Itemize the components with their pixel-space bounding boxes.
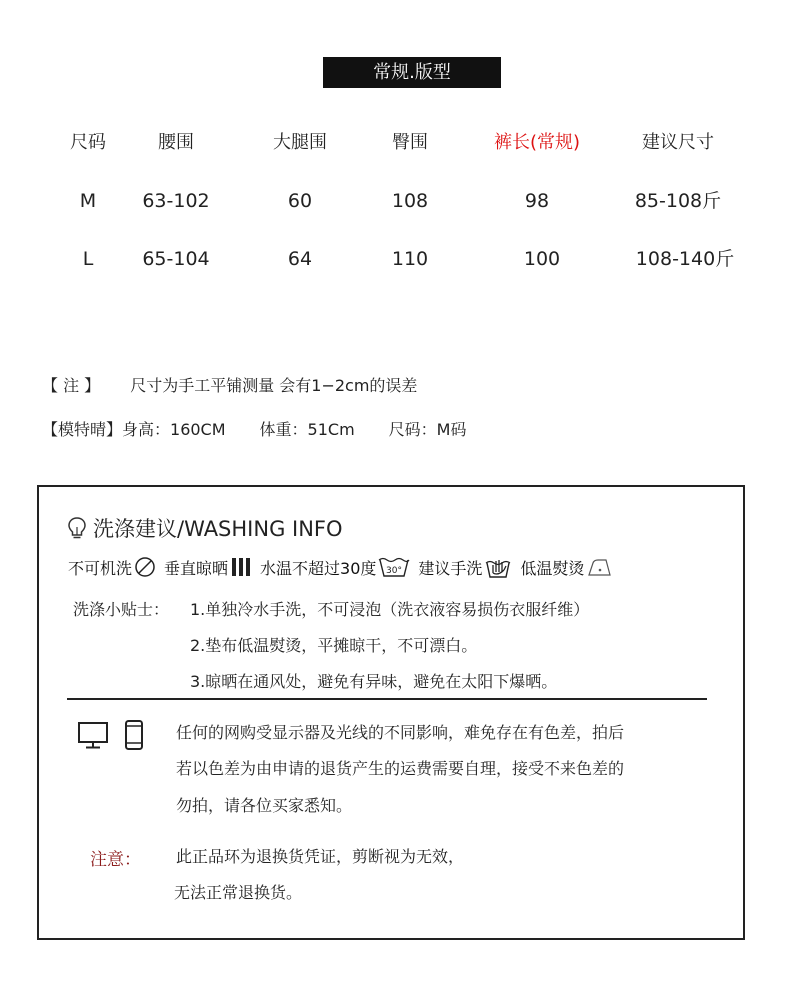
wash-temp-text: 30° <box>386 566 403 576</box>
model-size: 尺码：M码 <box>388 420 467 439</box>
washing-title-text: 洗涤建议/WASHING INFO <box>93 517 343 541</box>
lightbulb-icon <box>67 516 87 540</box>
monitor-icon <box>77 720 109 750</box>
tip-item: 3.晾晒在通风处，避免有异味，避免在太阳下爆晒。 <box>190 672 558 691</box>
measurement-note <box>42 373 417 396</box>
care-label-drip-dry: 垂直晾晒 <box>164 558 229 578</box>
model-weight: 体重：51Cm <box>259 420 355 439</box>
phone-icon <box>123 719 145 751</box>
notice-label: 注意： <box>90 850 141 870</box>
table-cell: 60 <box>287 190 313 212</box>
note-label: 【 注 】 <box>42 376 101 395</box>
disclaimer-line: 若以色差为由申请的退货产生的运费需要自理，接受不来色差的 <box>176 759 625 778</box>
tips-label: 洗涤小贴士： <box>73 600 170 619</box>
tip-item: 1.单独冷水手洗，不可浸泡（洗衣液容易损伤衣服纤维） <box>190 600 590 619</box>
care-label-hand-wash: 建议手洗 <box>418 558 483 578</box>
table-header-cell-highlight: 裤长(常规) <box>493 132 581 153</box>
note-text: 尺寸为手工平铺测量 会有1−2cm的误差 <box>130 376 418 395</box>
table-header-cell: 腰围 <box>158 132 194 153</box>
table-cell: 108-140斤 <box>635 248 735 270</box>
washing-title <box>67 513 343 543</box>
table-cell: M <box>79 190 97 212</box>
table-cell: L <box>82 248 94 270</box>
disclaimer-line: 勿拍，请各位买家悉知。 <box>176 796 353 815</box>
table-header-cell: 臀围 <box>392 132 428 153</box>
table-cell: 100 <box>523 248 561 270</box>
model-height: 身高：160CM <box>122 420 226 439</box>
table-cell: 85-108斤 <box>634 190 722 212</box>
care-label-no-machine-wash: 不可机洗 <box>68 558 133 578</box>
table-cell: 64 <box>287 248 313 270</box>
section-divider <box>67 698 707 700</box>
table-cell: 98 <box>524 190 550 212</box>
washing-info-box <box>37 485 745 940</box>
model-info <box>42 417 466 440</box>
wash-30-icon <box>378 556 410 578</box>
notice-line: 无法正常退换货。 <box>174 883 303 902</box>
care-icons-row <box>68 555 622 579</box>
notice-line: 此正品环为退换货凭证，剪断视为无效， <box>176 847 465 866</box>
table-cell: 110 <box>391 248 429 270</box>
table-row <box>30 181 770 221</box>
no-machine-wash-icon <box>134 556 156 578</box>
table-header-row <box>30 123 770 163</box>
table-cell: 108 <box>391 190 429 212</box>
model-label: 【模特晴】 <box>42 420 123 439</box>
tip-item: 2.垫布低温熨烫，平摊晾干，不可漂白。 <box>190 636 478 655</box>
table-header-cell: 大腿围 <box>273 132 327 153</box>
table-header-cell: 尺码 <box>70 132 106 153</box>
device-icons <box>77 719 159 751</box>
table-cell: 65-104 <box>142 248 210 270</box>
drip-dry-icon <box>230 557 252 577</box>
table-cell: 63-102 <box>142 190 210 212</box>
care-label-low-iron: 低温熨烫 <box>520 558 585 578</box>
low-iron-icon <box>586 556 614 578</box>
table-header-cell: 建议尺寸 <box>642 132 714 153</box>
banner-title: 常规.版型 <box>323 57 501 88</box>
disclaimer-line: 任何的网购受显示器及光线的不同影响，难免存在有色差，拍后 <box>176 723 625 742</box>
care-label-wash-temp: 水温不超过30度 <box>260 558 377 578</box>
table-row <box>30 239 770 279</box>
hand-wash-icon <box>484 555 512 579</box>
